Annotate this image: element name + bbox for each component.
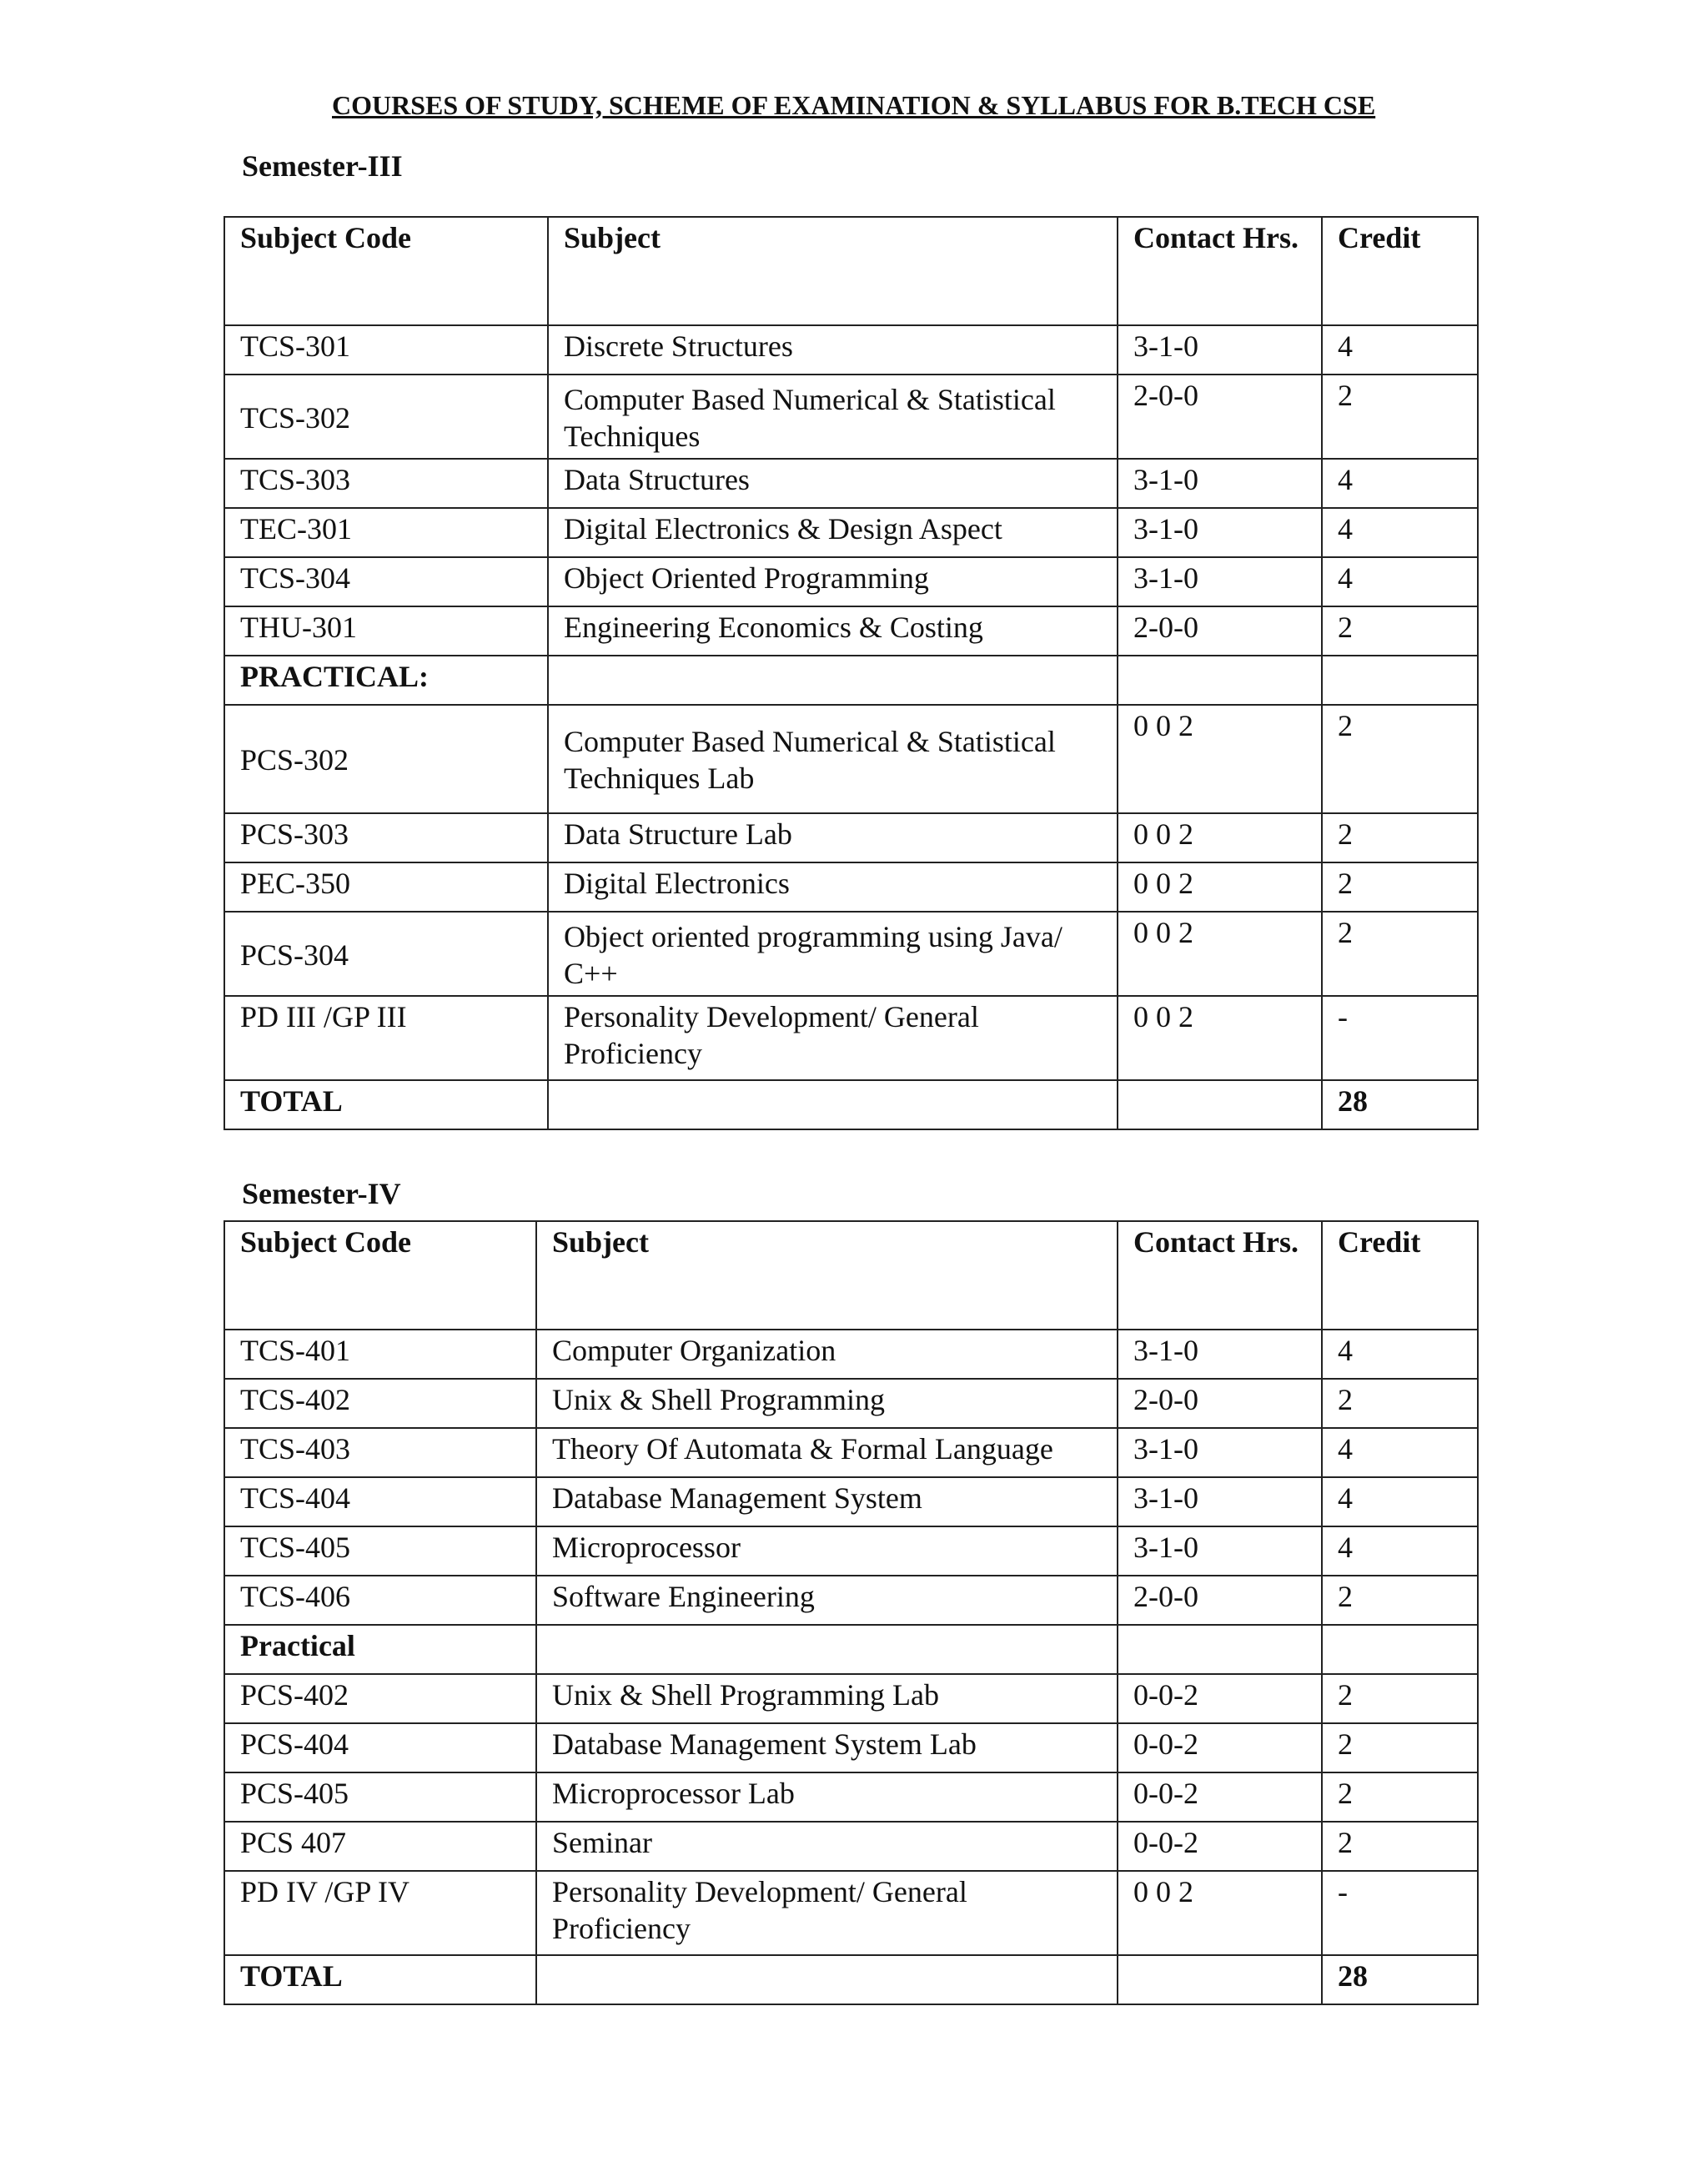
total-row	[224, 1080, 1478, 1129]
table-row	[224, 1526, 1478, 1576]
contact-hrs: 0-0-2	[1118, 1772, 1322, 1822]
subject-name: Database Management System	[536, 1477, 1118, 1526]
subject-name	[536, 1955, 1118, 2004]
subject-code: TCS-301	[224, 325, 548, 375]
subject-code: PCS-404	[224, 1723, 536, 1772]
credit: 2	[1322, 1674, 1478, 1723]
credit: -	[1322, 996, 1478, 1080]
subject-code: TCS-403	[224, 1428, 536, 1477]
contact-hrs: 3-1-0	[1118, 459, 1322, 508]
document-title: COURSES OF STUDY, SCHEME OF EXAMINATION & SYLLABUS FOR B.TECH CSE	[332, 90, 1376, 120]
subject-code: TCS-405	[224, 1526, 536, 1576]
table-row	[224, 1871, 1478, 1955]
table-row	[224, 1822, 1478, 1871]
credit: 2	[1322, 862, 1478, 912]
credit: 4	[1322, 1477, 1478, 1526]
contact-hrs: 3-1-0	[1118, 1477, 1322, 1526]
contact-hrs: 0 0 2	[1118, 813, 1322, 862]
contact-hrs: 0 0 2	[1118, 1871, 1322, 1955]
contact-hrs: 0-0-2	[1118, 1674, 1322, 1723]
table-row	[224, 1477, 1478, 1526]
credit	[1322, 1625, 1478, 1674]
credit: 2	[1322, 1822, 1478, 1871]
contact-hrs: 2-0-0	[1118, 606, 1322, 656]
table-row	[224, 1379, 1478, 1428]
credit: 4	[1322, 557, 1478, 606]
subject-name: Computer Organization	[536, 1330, 1118, 1379]
section-row-practical	[224, 656, 1478, 705]
contact-hrs: 3-1-0	[1118, 1428, 1322, 1477]
header-subject: Subject	[536, 1221, 1118, 1330]
contact-hrs	[1118, 1080, 1322, 1129]
contact-hrs: 3-1-0	[1118, 1526, 1322, 1576]
credit: 2	[1322, 1576, 1478, 1625]
subject-name	[548, 1080, 1118, 1129]
table-row	[224, 705, 1478, 813]
table-header-row	[224, 1221, 1478, 1330]
subject-code: TCS-302	[224, 375, 548, 459]
total-credit: 28	[1322, 1080, 1478, 1129]
contact-hrs: 0 0 2	[1118, 862, 1322, 912]
credit: 2	[1322, 1772, 1478, 1822]
subject-name	[548, 656, 1118, 705]
contact-hrs: 0 0 2	[1118, 912, 1322, 996]
subject-code: PCS 407	[224, 1822, 536, 1871]
semester-4-heading: Semester-IV	[242, 1177, 401, 1210]
subject-code: TCS-402	[224, 1379, 536, 1428]
subject-code: PCS-304	[224, 912, 548, 996]
credit: 2	[1322, 606, 1478, 656]
table-row	[224, 1723, 1478, 1772]
credit: 4	[1322, 459, 1478, 508]
table-row	[224, 325, 1478, 375]
subject-code: PEC-350	[224, 862, 548, 912]
subject-name: Digital Electronics	[548, 862, 1118, 912]
contact-hrs: 0 0 2	[1118, 996, 1322, 1080]
header-subject-code: Subject Code	[224, 217, 548, 325]
contact-hrs	[1118, 1955, 1322, 2004]
semester-3-heading: Semester-III	[242, 149, 403, 183]
subject-code: TCS-404	[224, 1477, 536, 1526]
table-row	[224, 459, 1478, 508]
subject-name: Personality Development/ General Proficiency	[536, 1871, 1118, 1955]
subject-name: Object oriented programming using Java/ C++	[548, 912, 1118, 996]
table-row	[224, 557, 1478, 606]
header-credit: Credit	[1322, 217, 1478, 325]
subject-code: TCS-401	[224, 1330, 536, 1379]
subject-name: Data Structure Lab	[548, 813, 1118, 862]
subject-code: THU-301	[224, 606, 548, 656]
subject-name: Database Management System Lab	[536, 1723, 1118, 1772]
table-row	[224, 375, 1478, 459]
subject-name: Unix & Shell Programming	[536, 1379, 1118, 1428]
table-row	[224, 508, 1478, 557]
subject-name: Data Structures	[548, 459, 1118, 508]
contact-hrs: 2-0-0	[1118, 1576, 1322, 1625]
subject-name: Theory Of Automata & Formal Language	[536, 1428, 1118, 1477]
subject-name: Software Engineering	[536, 1576, 1118, 1625]
subject-name: Discrete Structures	[548, 325, 1118, 375]
credit: 2	[1322, 375, 1478, 459]
total-credit: 28	[1322, 1955, 1478, 2004]
subject-code: PCS-402	[224, 1674, 536, 1723]
table-row	[224, 912, 1478, 996]
subject-code: TCS-304	[224, 557, 548, 606]
contact-hrs: 0-0-2	[1118, 1723, 1322, 1772]
contact-hrs: 0 0 2	[1118, 705, 1322, 813]
table-row	[224, 862, 1478, 912]
header-credit: Credit	[1322, 1221, 1478, 1330]
table-row	[224, 606, 1478, 656]
contact-hrs: 3-1-0	[1118, 508, 1322, 557]
subject-name: Unix & Shell Programming Lab	[536, 1674, 1118, 1723]
section-label: Practical	[224, 1625, 536, 1674]
contact-hrs: 2-0-0	[1118, 375, 1322, 459]
table-row	[224, 1330, 1478, 1379]
subject-code: PD IV /GP IV	[224, 1871, 536, 1955]
subject-name: Microprocessor	[536, 1526, 1118, 1576]
table-row	[224, 1576, 1478, 1625]
section-row-practical	[224, 1625, 1478, 1674]
header-contact-hrs: Contact Hrs.	[1118, 1221, 1322, 1330]
contact-hrs: 2-0-0	[1118, 1379, 1322, 1428]
credit: 2	[1322, 1723, 1478, 1772]
subject-name: Engineering Economics & Costing	[548, 606, 1118, 656]
subject-code: TCS-303	[224, 459, 548, 508]
total-label: TOTAL	[224, 1955, 536, 2004]
table-row	[224, 1428, 1478, 1477]
subject-code: TCS-406	[224, 1576, 536, 1625]
table-row	[224, 1772, 1478, 1822]
subject-code: PCS-405	[224, 1772, 536, 1822]
credit	[1322, 656, 1478, 705]
table-row	[224, 813, 1478, 862]
subject-code: PCS-303	[224, 813, 548, 862]
contact-hrs	[1118, 656, 1322, 705]
contact-hrs: 3-1-0	[1118, 325, 1322, 375]
credit: 4	[1322, 1526, 1478, 1576]
section-label: PRACTICAL:	[224, 656, 548, 705]
subject-name: Digital Electronics & Design Aspect	[548, 508, 1118, 557]
total-label: TOTAL	[224, 1080, 548, 1129]
credit: -	[1322, 1871, 1478, 1955]
total-row	[224, 1955, 1478, 2004]
credit: 2	[1322, 1379, 1478, 1428]
semester-4-table	[224, 1220, 1479, 2005]
contact-hrs: 3-1-0	[1118, 557, 1322, 606]
subject-name: Seminar	[536, 1822, 1118, 1871]
subject-name: Computer Based Numerical & Statistical Techniques	[548, 375, 1118, 459]
header-contact-hrs: Contact Hrs.	[1118, 217, 1322, 325]
header-subject: Subject	[548, 217, 1118, 325]
subject-name: Personality Development/ General Proficiency	[548, 996, 1118, 1080]
table-row	[224, 1674, 1478, 1723]
credit: 4	[1322, 325, 1478, 375]
subject-name	[536, 1625, 1118, 1674]
table-header-row	[224, 217, 1478, 325]
contact-hrs: 3-1-0	[1118, 1330, 1322, 1379]
subject-code: TEC-301	[224, 508, 548, 557]
subject-name: Object Oriented Programming	[548, 557, 1118, 606]
subject-code: PCS-302	[224, 705, 548, 813]
semester-3-table	[224, 216, 1479, 1130]
header-subject-code: Subject Code	[224, 1221, 536, 1330]
subject-name: Microprocessor Lab	[536, 1772, 1118, 1822]
credit: 2	[1322, 705, 1478, 813]
credit: 4	[1322, 1428, 1478, 1477]
credit: 2	[1322, 912, 1478, 996]
subject-name: Computer Based Numerical & Statistical Techniques Lab	[548, 705, 1118, 813]
contact-hrs: 0-0-2	[1118, 1822, 1322, 1871]
credit: 4	[1322, 508, 1478, 557]
contact-hrs	[1118, 1625, 1322, 1674]
credit: 4	[1322, 1330, 1478, 1379]
credit: 2	[1322, 813, 1478, 862]
table-row	[224, 996, 1478, 1080]
subject-code: PD III /GP III	[224, 996, 548, 1080]
